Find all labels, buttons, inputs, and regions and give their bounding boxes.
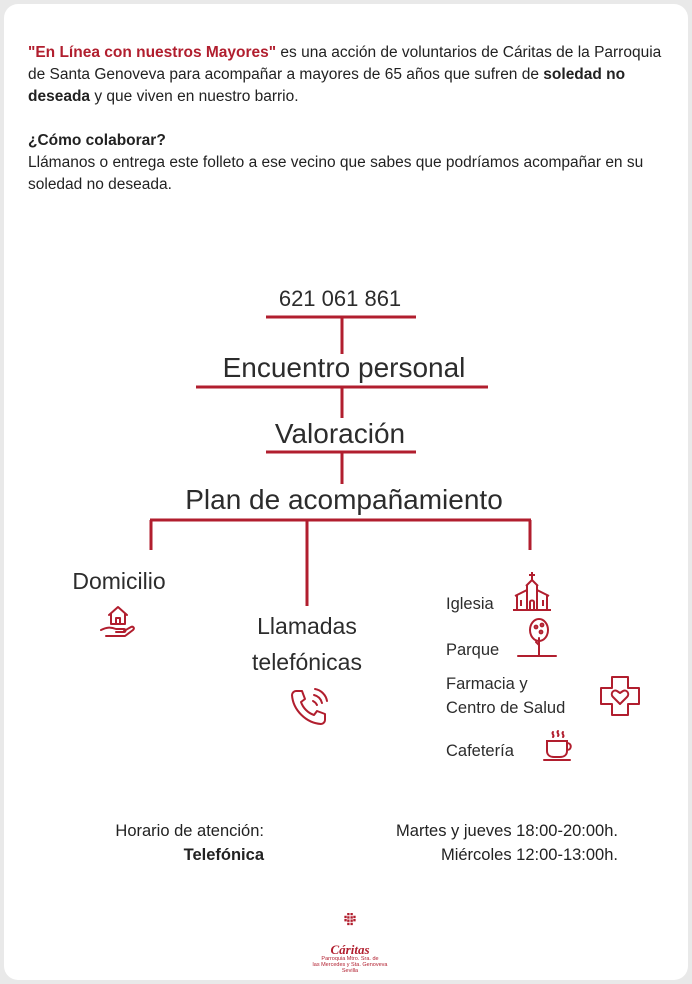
collaborate-instructions: Llámanos o entrega este folleto a ese vecino que sabes que podríamos acompañar en su soledad no deseada. — [28, 154, 644, 193]
place-farmacia-line1: Farmacia y — [446, 675, 528, 693]
place-farmacia — [446, 672, 565, 720]
caritas-logo-sub-3: Sevilla — [341, 968, 359, 974]
caritas-logo-subtitle — [294, 956, 406, 974]
phone-number: 621 061 861 — [278, 286, 402, 311]
branch-llamadas-line1: Llamadas — [257, 613, 357, 639]
branch-llamadas — [222, 608, 392, 680]
program-name: "En Línea con nuestros Mayores" — [28, 44, 277, 61]
step-encuentro: Encuentro personal — [222, 352, 466, 383]
caritas-logo-icon — [300, 912, 400, 942]
schedule-label-line1: Horario de atención: — [115, 822, 264, 840]
intro-description: es una acción de voluntarios de Cáritas de la Parroquia de Santa Genoveva para acompañar a mayores de 65 años que sufren de — [28, 44, 662, 83]
collaborate-question: ¿Cómo colaborar? — [28, 132, 166, 149]
church-icon — [511, 570, 553, 612]
schedule-time-2: Miércoles 12:00-13:00h. — [440, 846, 618, 864]
step-plan: Plan de acompañamiento — [185, 484, 503, 515]
schedule-time-1: Martes y jueves 18:00-20:00h. — [396, 822, 618, 840]
coffee-cup-icon — [541, 728, 577, 764]
schedule-label-line2: Telefónica — [183, 846, 264, 864]
place-iglesia: Iglesia — [446, 595, 494, 613]
intro-highlight: soledad no deseada — [28, 66, 626, 105]
place-parque: Parque — [446, 641, 500, 659]
schedule-label — [64, 819, 264, 867]
caritas-logo-name: Cáritas — [330, 942, 370, 957]
branch-llamadas-line2: telefónicas — [252, 649, 362, 675]
caritas-logo-sub-2: las Mercedes y Sta. Genoveva — [312, 962, 388, 968]
place-farmacia-line2: Centro de Salud — [446, 699, 566, 717]
schedule-times — [324, 819, 618, 867]
caritas-logo-sub-1: Parroquia Mtro. Sra. de — [321, 956, 379, 962]
place-cafeteria: Cafetería — [446, 742, 514, 760]
phone-call-icon — [288, 686, 330, 728]
branch-domicilio: Domicilio — [72, 568, 166, 594]
step-valoracion: Valoración — [274, 418, 406, 449]
health-cross-icon — [598, 674, 642, 718]
tree-icon — [514, 616, 558, 660]
home-hand-icon — [98, 600, 138, 640]
flyer-page — [4, 4, 688, 980]
intro-line-end: y que viven en nuestro barrio. — [90, 88, 299, 105]
